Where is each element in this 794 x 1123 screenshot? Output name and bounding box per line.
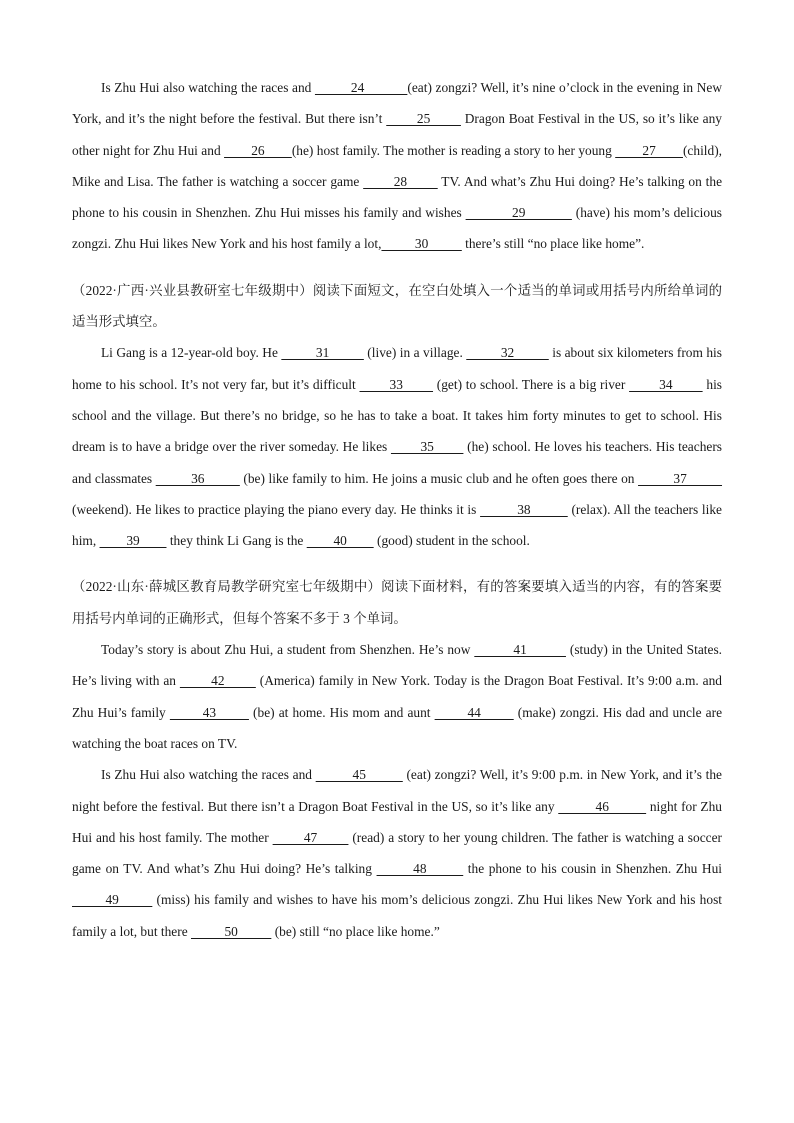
blank-39[interactable]: 39	[99, 533, 167, 549]
passage-text: (be) at home. His mom and aunt	[248, 704, 435, 720]
passage-text: (live) in a village.	[363, 345, 467, 361]
passage-text: (be) still “no place like home.”	[271, 923, 440, 939]
passage-text: （2022·山东·薛城区教育局教学研究室七年级期中）阅读下面材料，有的答案要填入适当的内容，有的答案要用括号内单词的正确形式，但每个答案不多于 3 个单词。	[72, 579, 722, 626]
passage-text: (he) host family. The mother is reading a story to her young	[291, 142, 616, 158]
passage-text: TV. And what’s Zhu Hui doing? He’s talking on the phone to his cousin in Shenzhen. Zhu Hui misses his family and wishes	[72, 173, 723, 221]
section-heading	[72, 571, 722, 634]
passage-text: (eat) zongzi? Well, it’s 9:00 p.m. in New York, and it’s the night before the festival. But there isn’t a Dragon Boat Festival in the US, so it’s like any	[72, 767, 723, 814]
blank-32[interactable]: 32	[466, 345, 549, 361]
section-sec1	[72, 72, 722, 260]
blank-26[interactable]: 26	[224, 142, 292, 158]
passage-text: (good) student in the school.	[373, 533, 530, 549]
passage-text: Is Zhu Hui also watching the races and	[101, 80, 315, 95]
blank-35[interactable]: 35	[390, 439, 464, 455]
passage-text: (miss) his family and wishes to have his mom’s delicious zongzi. Zhu Hui likes New York and his host family a lot, but there	[72, 892, 723, 939]
section-sec3	[72, 571, 722, 947]
blank-48[interactable]: 48	[376, 861, 464, 877]
passage-text: (child), Mike and Lisa. The father is watching a soccer game	[72, 142, 723, 189]
passage-text: is about six kilometers from his home to his school. It’s not very far, but it’s difficult	[72, 345, 722, 392]
passage-text: (relax). All the teachers like him,	[72, 501, 722, 549]
passage-text: his school and the village. But there’s no bridge, so he has to take a boat. It takes him forty minutes to get to school. His dream is to have a bridge over the river someday. He likes	[72, 376, 722, 455]
blank-33[interactable]: 33	[359, 376, 434, 392]
passage-text: (read) a story to her young children. The father is watching a soccer game on TV. And what’s Zhu Hui doing? He’s talking	[72, 829, 722, 877]
passage-paragraph	[72, 759, 722, 947]
blank-50[interactable]: 50	[191, 923, 272, 939]
blank-36[interactable]: 36	[155, 470, 240, 486]
blank-42[interactable]: 42	[179, 673, 256, 689]
passage-text: (America) family in New York. Today is the Dragon Boat Festival. It’s 9:00 a.m. and Zhu Hui’s family	[72, 673, 722, 720]
blank-34[interactable]: 34	[629, 376, 703, 392]
passage-text: (he) school. He loves his teachers. His teachers and classmates	[72, 439, 722, 486]
passage-text: (study) in the United States. He’s living with an	[72, 642, 723, 689]
blank-29[interactable]: 29	[465, 205, 572, 221]
passage-text: they think Li Gang is the	[166, 533, 307, 549]
blank-27[interactable]: 27	[615, 142, 683, 158]
passage-text: Is Zhu Hui also watching the races and	[101, 767, 316, 783]
blank-28[interactable]: 28	[363, 173, 438, 189]
blank-45[interactable]: 45	[315, 767, 403, 783]
blank-37[interactable]: 37	[638, 470, 723, 486]
blank-47[interactable]: 47	[272, 829, 349, 845]
section-gap	[72, 260, 722, 275]
blank-38[interactable]: 38	[480, 501, 568, 517]
passage-text: there’s still “no place like home”.	[461, 236, 645, 252]
blank-41[interactable]: 41	[474, 642, 566, 658]
passage-text: (make) zongzi. His dad and uncle are watching the boat races on TV.	[72, 704, 723, 751]
passage-text: (eat) zongzi? Well, it’s nine o’clock in the evening in New York, and it’s the night before the festival. But there isn’t	[72, 80, 722, 127]
section-sec2	[72, 275, 722, 557]
blank-24[interactable]: 24	[314, 80, 408, 95]
section-gap	[72, 556, 722, 571]
blank-31[interactable]: 31	[281, 345, 364, 361]
passage-text: the phone to his cousin in Shenzhen. Zhu Hui	[463, 861, 723, 877]
passage-text: (be) like family to him. He joins a music club and he often goes there on	[239, 470, 639, 486]
passage-text: (weekend). He likes to practice playing the piano every day. He thinks it is	[72, 501, 481, 517]
blank-40[interactable]: 40	[306, 533, 374, 549]
passage-text: (have) his mom’s delicious zongzi. Zhu Hui likes New York and his host family a lot,	[72, 205, 722, 252]
passage-text: （2022·广西·兴业县教研室七年级期中）阅读下面短文，在空白处填入一个适当的单词或用括号内所给单词的适当形式填空。	[72, 282, 722, 330]
blank-46[interactable]: 46	[558, 798, 647, 814]
passage-text: Today’s story is about Zhu Hui, a student from Shenzhen. He’s now	[101, 642, 475, 658]
passage-text: (get) to school. There is a big river	[433, 376, 630, 392]
blank-30[interactable]: 30	[381, 236, 462, 252]
blank-49[interactable]: 49	[72, 892, 153, 908]
passage-text: Dragon Boat Festival in the US, so it’s like any other night for Zhu Hui and	[72, 111, 723, 158]
passage-text: night for Zhu Hui and his host family. The mother	[72, 798, 723, 845]
section-heading	[72, 275, 722, 338]
passage-paragraph	[72, 634, 722, 759]
passage-paragraph	[72, 337, 722, 556]
blank-25[interactable]: 25	[386, 111, 461, 127]
document-page	[72, 72, 722, 947]
blank-43[interactable]: 43	[169, 704, 249, 720]
passage-paragraph	[72, 72, 722, 260]
blank-44[interactable]: 44	[434, 704, 514, 720]
passage-text: Li Gang is a 12-year-old boy. He	[101, 345, 282, 361]
